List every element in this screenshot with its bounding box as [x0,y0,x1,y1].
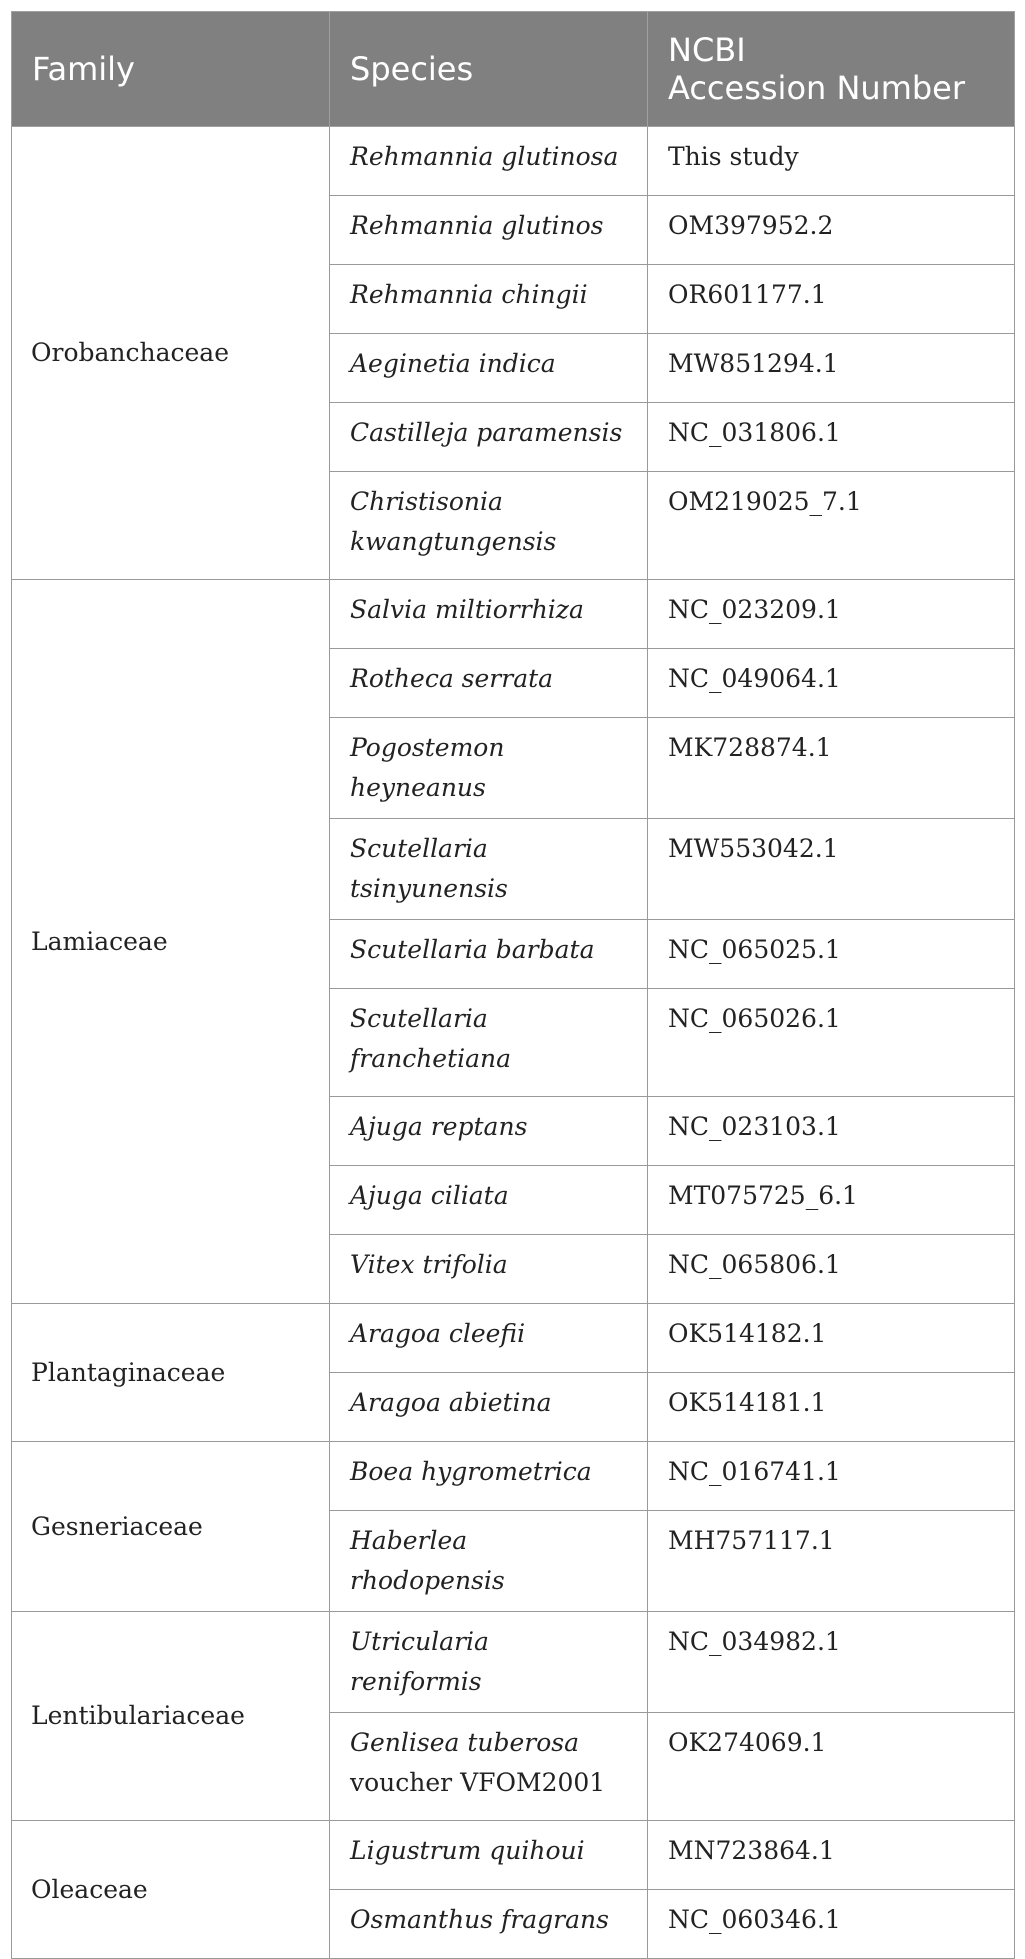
species-cell: Scutellaria tsinyunensis [330,819,648,920]
species-cell: Vitex trifolia [330,1235,648,1304]
species-cell: Aragoa abietina [330,1373,648,1442]
species-cell: Scutellaria barbata [330,920,648,989]
species-cell: Ajuga ciliata [330,1166,648,1235]
species-cell: Genlisea tuberosa voucher VFOM2001 [330,1713,648,1821]
accession-cell: NC_049064.1 [648,649,1015,718]
table-row [12,1442,1015,1511]
table-row [12,1304,1015,1373]
accession-cell: NC_065025.1 [648,920,1015,989]
header-species: Species [330,12,648,127]
header-accession: NCBI Accession Number [648,12,1015,127]
header-row [12,12,1015,127]
species-cell: Christisonia kwangtungensis [330,472,648,580]
family-cell: Oleaceae [12,1821,330,1959]
accession-cell: NC_023103.1 [648,1097,1015,1166]
accession-cell: OM219025_7.1 [648,472,1015,580]
accession-cell: This study [648,127,1015,196]
species-cell: Rehmannia glutinos [330,196,648,265]
accession-cell: OM397952.2 [648,196,1015,265]
accession-cell: MW851294.1 [648,334,1015,403]
species-cell: Rehmannia chingii [330,265,648,334]
accession-cell: MW553042.1 [648,819,1015,920]
species-cell: Scutellaria franchetiana [330,989,648,1097]
table-row [12,127,1015,196]
accession-cell: MH757117.1 [648,1511,1015,1612]
table-row [12,1821,1015,1890]
accession-cell: NC_065806.1 [648,1235,1015,1304]
species-cell: Castilleja paramensis [330,403,648,472]
accession-cell: MN723864.1 [648,1821,1015,1890]
species-cell: Utricularia reniformis [330,1612,648,1713]
accession-cell: NC_060346.1 [648,1890,1015,1959]
accession-cell: NC_023209.1 [648,580,1015,649]
accession-cell: OR601177.1 [648,265,1015,334]
species-cell: Rehmannia glutinosa [330,127,648,196]
table-row [12,1612,1015,1713]
species-cell: Aragoa cleefii [330,1304,648,1373]
table-header [12,12,1015,127]
species-cell: Rotheca serrata [330,649,648,718]
table-container [11,11,1014,1959]
family-cell: Lamiaceae [12,580,330,1304]
table-row [12,580,1015,649]
species-cell: Ligustrum quihoui [330,1821,648,1890]
species-cell: Ajuga reptans [330,1097,648,1166]
accession-cell: OK274069.1 [648,1713,1015,1821]
species-cell: Salvia miltiorrhiza [330,580,648,649]
family-cell: Orobanchaceae [12,127,330,580]
family-cell: Plantaginaceae [12,1304,330,1442]
species-cell: Osmanthus fragrans [330,1890,648,1959]
species-cell: Pogostemon heyneanus [330,718,648,819]
accession-cell: NC_016741.1 [648,1442,1015,1511]
species-cell: Haberlea rhodopensis [330,1511,648,1612]
accession-cell: NC_031806.1 [648,403,1015,472]
accession-cell: NC_065026.1 [648,989,1015,1097]
table-body [12,127,1015,1959]
header-family: Family [12,12,330,127]
accession-cell: OK514181.1 [648,1373,1015,1442]
accession-cell: MK728874.1 [648,718,1015,819]
species-cell: Aeginetia indica [330,334,648,403]
family-cell: Gesneriaceae [12,1442,330,1612]
accession-cell: NC_034982.1 [648,1612,1015,1713]
species-accession-table [11,11,1015,1959]
accession-cell: MT075725_6.1 [648,1166,1015,1235]
accession-cell: OK514182.1 [648,1304,1015,1373]
family-cell: Lentibulariaceae [12,1612,330,1821]
species-cell: Boea hygrometrica [330,1442,648,1511]
